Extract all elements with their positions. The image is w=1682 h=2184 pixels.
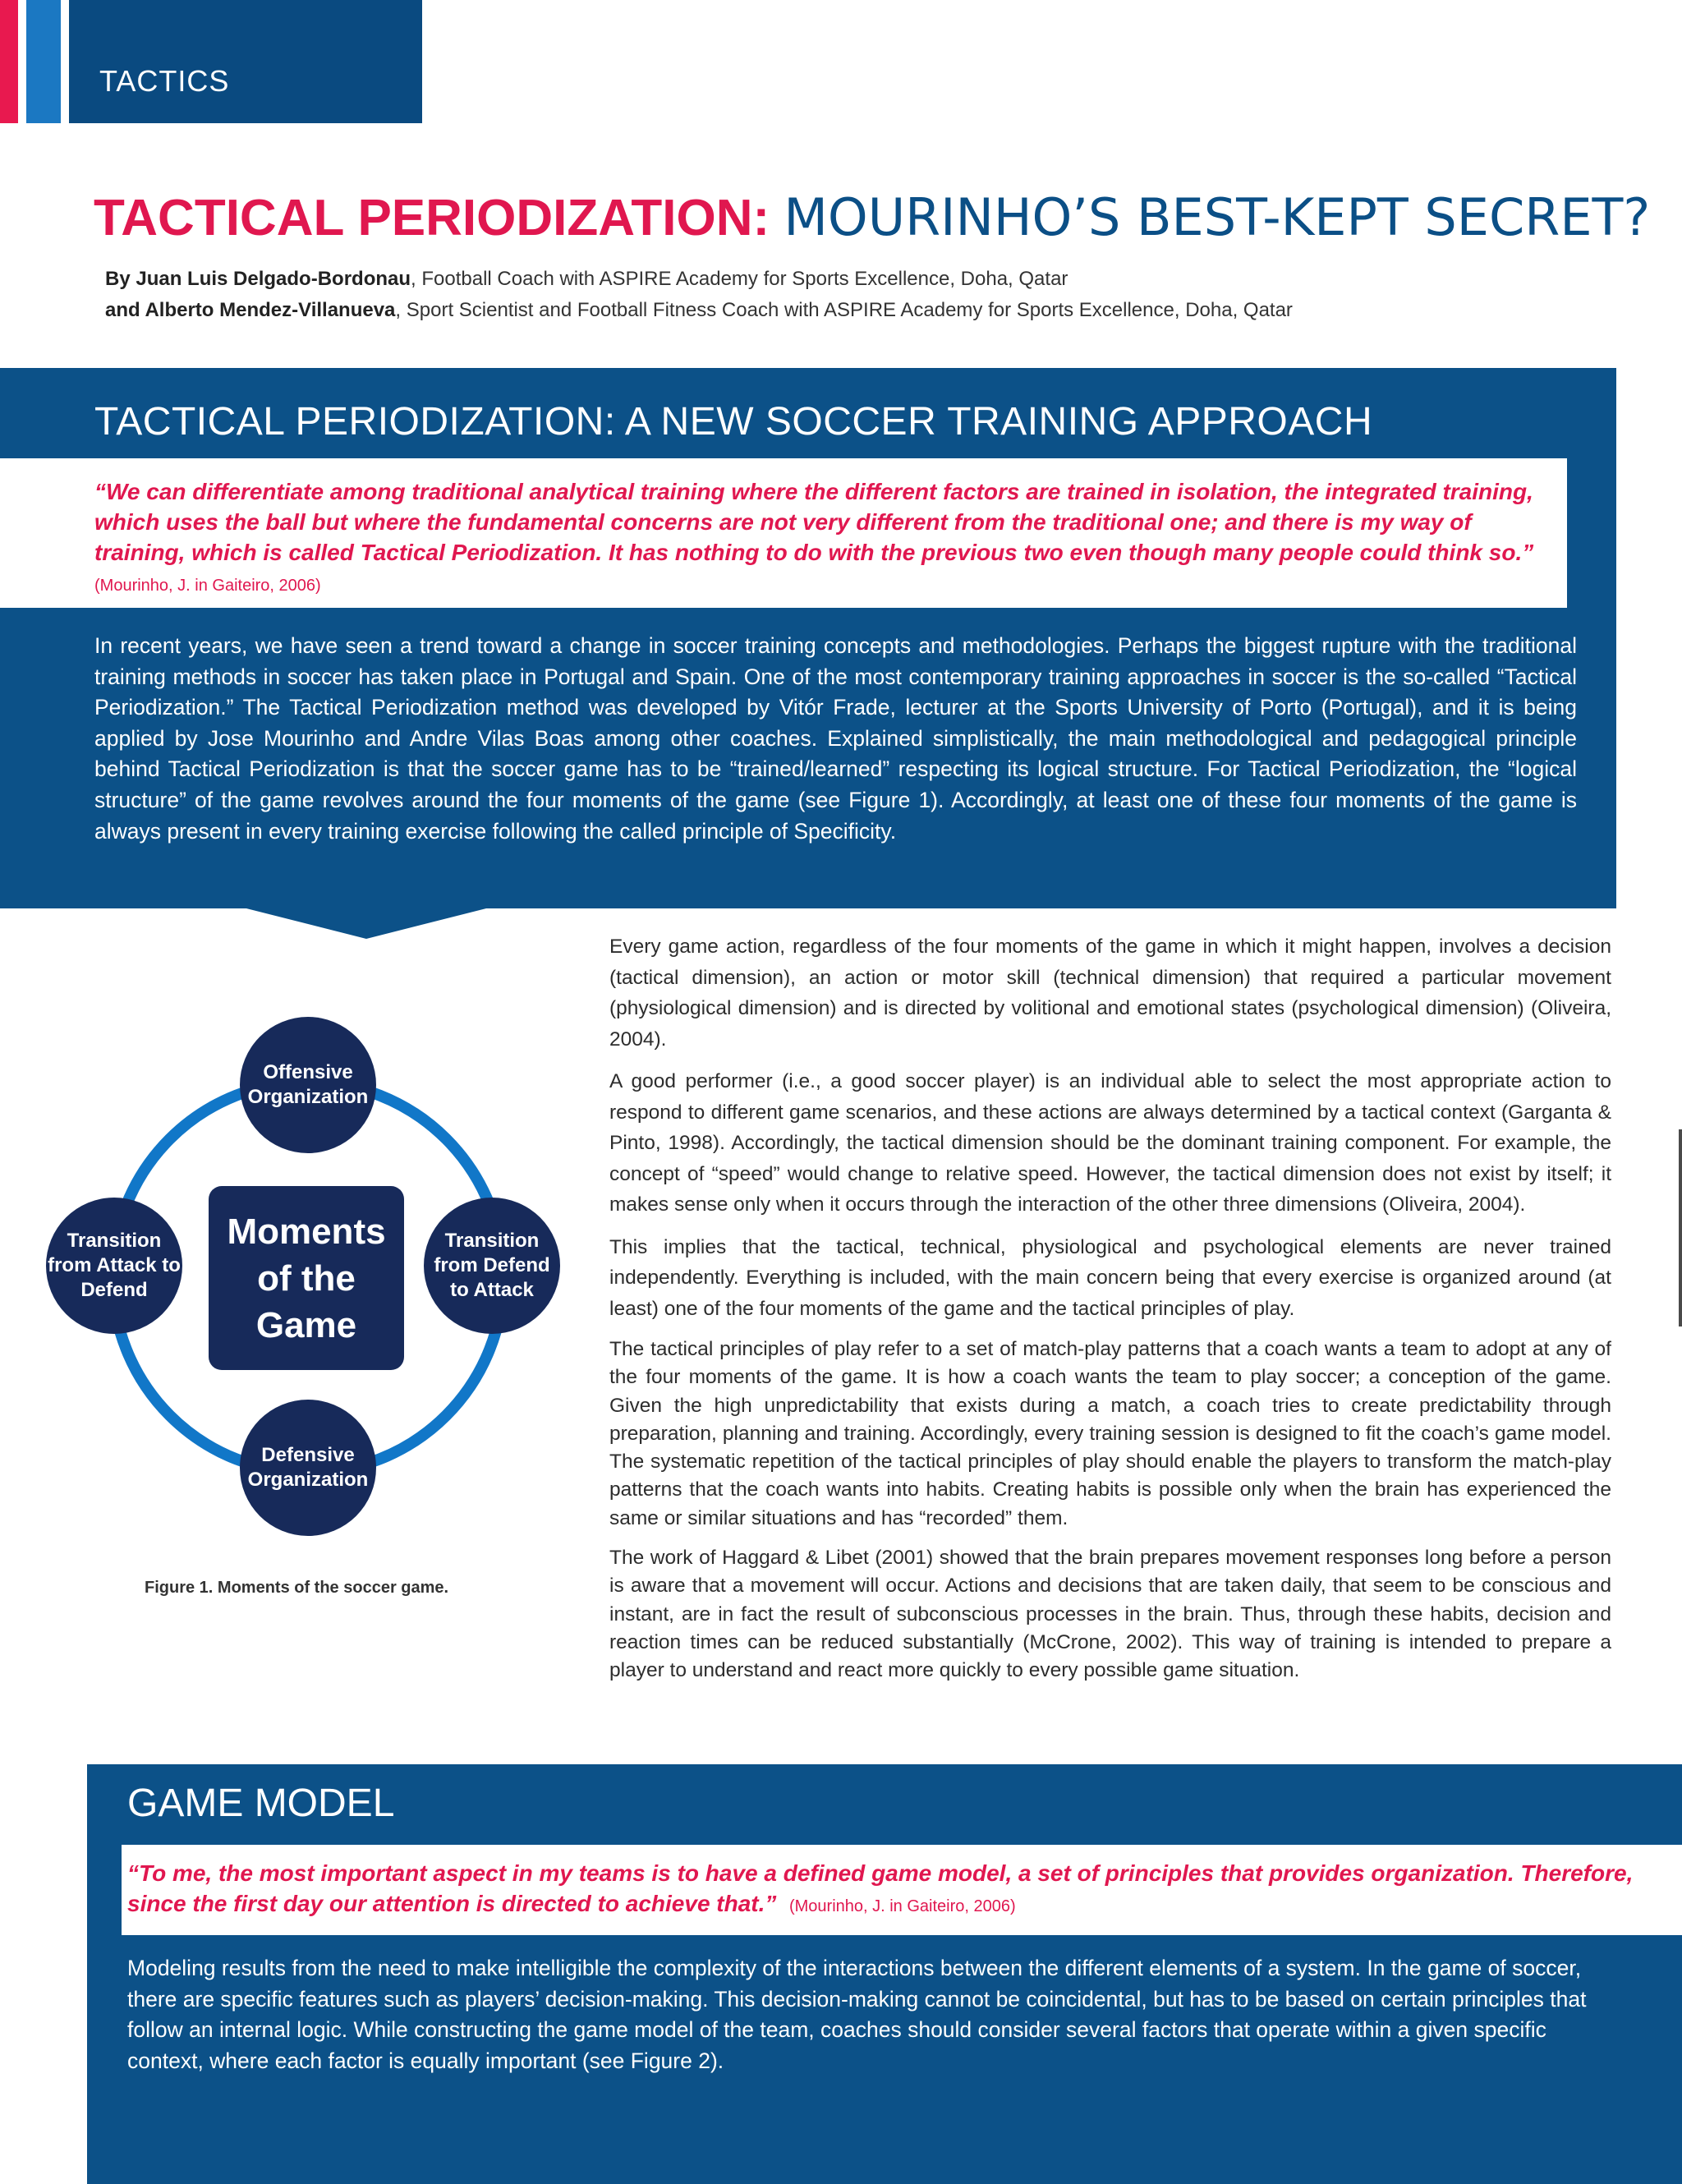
section-heading: TACTICAL PERIODIZATION: A NEW SOCCER TRAINING APPROACH [94, 400, 1373, 444]
header-accent-bar-pink [0, 0, 18, 123]
section-tab [69, 0, 422, 123]
page-title [94, 187, 1650, 247]
article-column [609, 931, 1611, 1685]
author-affiliation: , Football Coach with ASPIRE Academy for Sports Excellence, Doha, Qatar [411, 268, 1068, 290]
paragraph: The work of Haggard & Libet (2001) showed that the brain prepares movement responses long before a person is aware that a movement will occur. Actions and decisions that are taken daily, that seem to be conscious and instant, are in fact the result of subconscious processes in the brain. Thus, through these habits, decision and reaction times can be reduced substantially (McCrone, 2002). This way of training is intended to prepare a player to understand and react more quickly to every possible game situation. [609, 1547, 1611, 1682]
title-highlight: TACTICAL PERIODIZATION: [94, 190, 770, 246]
author-affiliation: , Sport Scientist and Football Fitness Coach with ASPIRE Academy for Sports Excellence, Doha, Qatar [395, 299, 1293, 321]
section-tab-label: TACTICS [99, 64, 230, 98]
author-name: and Alberto Mendez-Villanueva [105, 299, 396, 321]
header-accent-bar-blue [26, 0, 61, 123]
paragraph: The tactical principles of play refer to a set of match-play patterns that a coach wants a team to adopt at any of the four moments of the game. It is how a coach wants the team to play soccer; a conception of the game. Given the high unpredictability that exists during a match, a coach tries to create predictability through preparation, planning and training. Accordingly, every training session is designed to fit the coach’s game model. The systematic repetition of the tactical principles of play should enable the players to transform the match-play patterns that the coach wants into habits. Creating habits is possible only when the brain has experienced the same or similar situations and has “recorded” them. [609, 1338, 1611, 1529]
moments-of-the-game-center: Moments of the Game [209, 1186, 404, 1370]
title-rest: MOURINHO’S BEST-KEPT SECRET? [784, 187, 1651, 247]
quote-text: “We can differentiate among traditional analytical training where the different factors are trained in isolation, the integrated training, which uses the ball but where the fundamental concerns are not very different from the traditional one; and there is my way of training, which is called Tactical Periodization. It has nothing to do with the previous two even though many people could think so.” [94, 479, 1534, 565]
pull-quote [94, 476, 1565, 601]
quote-text: “To me, the most important aspect in my teams is to have a defined game model, a set of principles that provides organization. Therefore, since the first day our attention is directed to achieve that.” [127, 1860, 1634, 1916]
quote-citation: (Mourinho, J. in Gaiteiro, 2006) [94, 577, 321, 595]
author-name: By Juan Luis Delgado-Bordonau [105, 268, 411, 290]
game-model-paragraph: Modeling results from the need to make intelligible the complexity of the interactions between the different elements of a system. In the game of soccer, there are specific features such as players’ decision-making. This decision-making cannot be coincidental, but has to be based on certain principles that follow an internal logic. While constructing the game model of the team, coaches should consider several factors that operate within a given specific context, where each factor is equally important (see Figure 2). [127, 1956, 1587, 2073]
byline-author-1 [105, 268, 1068, 291]
page-edge-mark [1679, 1129, 1682, 1326]
byline-author-2 [105, 299, 1293, 322]
quote-citation: (Mourinho, J. in Gaiteiro, 2006) [788, 1897, 1016, 1915]
section-heading: GAME MODEL [127, 1782, 395, 1825]
intro-paragraph: In recent years, we have seen a trend toward a change in soccer training concepts and methodologies. Perhaps the biggest rupture with the traditional training methods in soccer has taken place in Portugal and Spain. One of the most contemporary training approaches in soccer is the so-called “Tactical Periodization.” The Tactical Periodization method was developed by Vitór Frade, lecturer at the Sports University of Porto (Portugal), and it is being applied by Jose Mourinho and Andre Vilas Boas among other coaches. Explained simplistically, the main methodological and pedagogical principle behind Tactical Periodization is that the soccer game has to be “trained/learned” respecting its logical structure. For Tactical Periodization, the “logical structure” of the game revolves around the four moments of the game (see Figure 1). Accordingly, at least one of these four moments of the game is always present in every training exercise following the called principle of Specificity. [94, 633, 1577, 844]
paragraph: A good performer (i.e., a good soccer player) is an individual able to select the most appropriate action to respond to different game scenarios, and these actions are always determined by a tactical context (Garganta & Pinto, 1998). Accordingly, the tactical dimension should be the dominant training component. For example, the concept of “speed” would change to relative speed. However, the tactical dimension does not exist by itself; it makes sense only when it occurs through the interaction of the other three dimensions (Oliveira, 2004). [609, 1070, 1611, 1216]
node-transition-defend-to-attack: Transition from Defend to Attack [424, 1198, 560, 1334]
figure-caption: Figure 1. Moments of the soccer game. [145, 1579, 449, 1597]
section-pointer-arrow [243, 908, 489, 939]
paragraph: This implies that the tactical, technical, physiological and psychological elements are never trained independently. Everything is included, with the main concern being that every exercise is organized around (at least) one of the four moments of the game and the tactical principles of play. [609, 1235, 1611, 1320]
node-defensive-organization: Defensive Organization [240, 1400, 376, 1536]
node-transition-attack-to-defend: Transition from Attack to Defend [46, 1198, 182, 1334]
node-offensive-organization: Offensive Organization [240, 1017, 376, 1153]
pull-quote [127, 1858, 1671, 1922]
paragraph: Every game action, regardless of the four moments of the game in which it might happen, involves a decision (tactical dimension), an action or motor skill (technical dimension) that required a particular movement (physiological dimension) and is directed by volitional and emotional states (psychological dimension) (Oliveira, 2004). [609, 936, 1611, 1051]
